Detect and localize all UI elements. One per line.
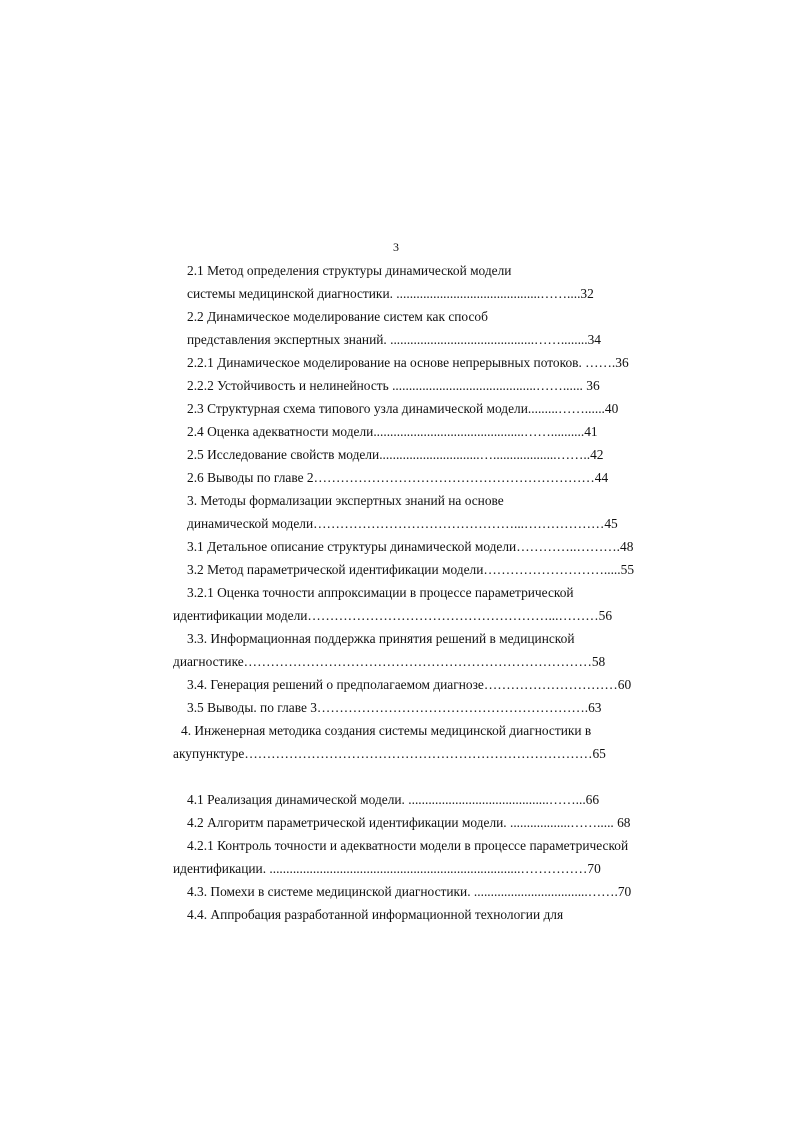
toc-line-2-1-page: системы медицинской диагностики. ...........................................……....32 <box>187 286 594 301</box>
toc-line-4-4: 4.4. Аппробация разработанной информационной технологии для <box>187 907 564 922</box>
toc-line-4-2-1-page: идентификации. ...........................................................................……………70 <box>173 861 601 876</box>
toc-line-3-2: 3.2 Метод параметрической идентификации модели……………………….....55 <box>187 562 635 577</box>
toc-line-4-1: 4.1 Реализация динамической модели. ..........................................……...66 <box>187 792 600 807</box>
toc-line-4-3: 4.3. Помехи в системе медицинской диагностики. ..................................…….70 <box>187 884 632 899</box>
toc-line-2-3: 2.3 Структурная схема типового узла динамической модели.........……......40 <box>187 401 619 416</box>
toc-line-2-2-page: представления экспертных знаний. ...........................................……........34 <box>187 332 601 347</box>
toc-line-3-2-1-page: идентификации модели………………………………………………...………56 <box>173 608 613 623</box>
toc-line-3-1: 3.1 Детальное описание структуры динамической модели…………..……….48 <box>187 539 634 554</box>
toc-line-3-4: 3.4. Генерация решений о предполагаемом диагнозе…………………………60 <box>187 677 632 692</box>
toc-line-3-5: 3.5 Выводы. по главе 3…………………………………………………….63 <box>187 700 602 715</box>
toc-line-2-2-2: 2.2.2 Устойчивость и нелинейность ...........................................……...... 36 <box>187 378 600 393</box>
page-number: 3 <box>393 240 399 254</box>
toc-line-3-3-page: диагностике……………………………………………………………………58 <box>173 654 606 669</box>
toc-line-2-6: 2.6 Выводы по главе 2………………………………………………………44 <box>187 470 609 485</box>
toc-line-4-page: акупунктуре……………………………………………………………………65 <box>173 746 606 761</box>
toc-line-3-2-1-title: 3.2.1 Оценка точности аппроксимации в процессе параметрической <box>187 585 574 600</box>
toc-line-4-title: 4. Инженерная методика создания системы медицинской диагностики в <box>181 723 592 738</box>
toc-line-2-2-title: 2.2 Динамическое моделирование систем как способ <box>187 309 488 324</box>
toc-line-2-4: 2.4 Оценка адекватности модели.............................................……..........41 <box>187 424 598 439</box>
toc-line-3-title: 3. Методы формализации экспертных знаний на основе <box>187 493 504 508</box>
toc-line-2-5: 2.5 Исследование свойств модели..............................…...................……..42 <box>187 447 604 462</box>
toc-line-2-2-1: 2.2.1 Динамическое моделирование на основе непрерывных потоков. …….36 <box>187 355 629 370</box>
toc-line-2-1-title: 2.1 Метод определения структуры динамической модели <box>187 263 512 278</box>
toc-line-4-2-1-title: 4.2.1 Контроль точности и адекватности модели в процессе параметрической <box>187 838 629 853</box>
toc-line-3-page: динамической модели………………………………………...………………45 <box>187 516 618 531</box>
toc-line-3-3-title: 3.3. Информационная поддержка принятия решений в медицинской <box>187 631 575 646</box>
toc-line-4-2: 4.2 Алгоритм параметрической идентификации модели. ..................……..... 68 <box>187 815 631 830</box>
